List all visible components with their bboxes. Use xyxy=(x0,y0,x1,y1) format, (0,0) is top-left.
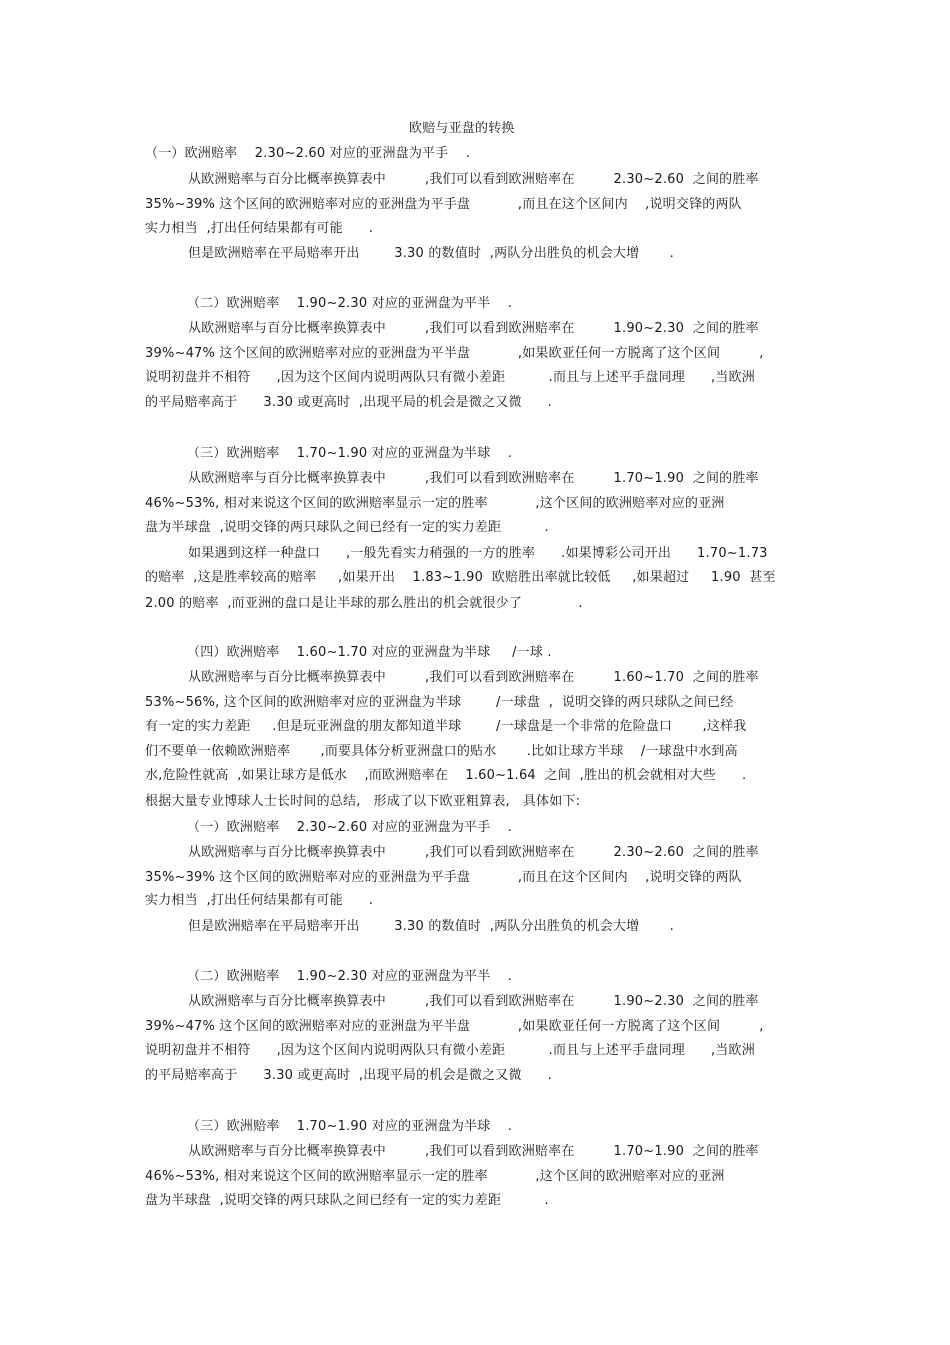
paragraph-line: 46%~53%, 相对来说这个区间的欧洲赔率显示一定的胜率 ,这个区间的欧洲赔率对应的亚洲 xyxy=(145,496,725,511)
paragraph-line: 53%~56%, 这个区间的欧洲赔率对应的亚洲盘为半球 /一球盘 , 说明交锋的两只球队之间已经 xyxy=(145,695,734,710)
section-heading: （一）欧洲赔率 2.30~2.60 对应的亚洲盘为平手 . xyxy=(145,146,471,161)
paragraph-line: 从欧洲赔率与百分比概率换算表中 ,我们可以看到欧洲赔率在 1.70~1.90 之间的胜率 xyxy=(188,471,759,486)
paragraph-line: 2.00 的赔率 ,而亚洲的盘口是让半球的那么胜出的机会就很少了 . xyxy=(145,596,583,611)
paragraph-line: 水,危险性就高 ,如果让球方是低水 ,而欧洲赔率在 1.60~1.64 之间 ,胜出的机会就相对大些 . xyxy=(145,768,747,783)
paragraph-line: 39%~47% 这个区间的欧洲赔率对应的亚洲盘为平半盘 ,如果欧亚任何一方脱离了这个区间 , xyxy=(145,1019,764,1034)
paragraph-line: 如果遇到这样一种盘口 ,一般先看实力稍强的一方的胜率 .如果博彩公司开出 1.70~1.73 xyxy=(188,546,768,561)
section-heading: （二）欧洲赔率 1.90~2.30 对应的亚洲盘为平半 . xyxy=(187,969,513,984)
paragraph-line: 说明初盘并不相符 ,因为这个区间内说明两队只有微小差距 .而且与上述平手盘同理 ,当欧洲 xyxy=(145,1043,755,1058)
paragraph-line: 46%~53%, 相对来说这个区间的欧洲赔率显示一定的胜率 ,这个区间的欧洲赔率对应的亚洲 xyxy=(145,1169,725,1184)
paragraph-line: 实力相当 ,打出任何结果都有可能 . xyxy=(145,221,374,236)
paragraph-line: 从欧洲赔率与百分比概率换算表中 ,我们可以看到欧洲赔率在 2.30~2.60 之间的胜率 xyxy=(188,845,759,860)
paragraph-line: 的平局赔率高于 3.30 或更高时 ,出现平局的机会是微之又微 . xyxy=(145,395,552,410)
paragraph-line: 从欧洲赔率与百分比概率换算表中 ,我们可以看到欧洲赔率在 1.60~1.70 之间的胜率 xyxy=(188,670,759,685)
section-heading: （三）欧洲赔率 1.70~1.90 对应的亚洲盘为半球 . xyxy=(187,446,513,461)
paragraph-line: 们不要单一依赖欧洲赔率 ,而要具体分析亚洲盘口的贴水 .比如让球方半球 /一球盘中水到高 xyxy=(145,744,738,759)
section-heading: （二）欧洲赔率 1.90~2.30 对应的亚洲盘为平半 . xyxy=(187,296,513,311)
paragraph-line: 35%~39% 这个区间的欧洲赔率对应的亚洲盘为平手盘 ,而且在这个区间内 ,说明交锋的两队 xyxy=(145,197,742,212)
section-heading: （三）欧洲赔率 1.70~1.90 对应的亚洲盘为半球 . xyxy=(187,1119,513,1134)
paragraph-line: 从欧洲赔率与百分比概率换算表中 ,我们可以看到欧洲赔率在 1.70~1.90 之间的胜率 xyxy=(188,1144,759,1159)
section-heading: （四）欧洲赔率 1.60~1.70 对应的亚洲盘为半球 /一球 . xyxy=(187,645,552,660)
paragraph-line: 的平局赔率高于 3.30 或更高时 ,出现平局的机会是微之又微 . xyxy=(145,1068,552,1083)
paragraph-line: 从欧洲赔率与百分比概率换算表中 ,我们可以看到欧洲赔率在 1.90~2.30 之间的胜率 xyxy=(188,994,759,1009)
paragraph-line: 35%~39% 这个区间的欧洲赔率对应的亚洲盘为平手盘 ,而且在这个区间内 ,说明交锋的两队 xyxy=(145,870,742,885)
paragraph-line: 根据大量专业博球人士长时间的总结, 形成了以下欧亚粗算表, 具体如下: xyxy=(145,794,581,809)
document-title: 欧赔与亚盘的转换 xyxy=(409,121,515,136)
paragraph-line: 但是欧洲赔率在平局赔率开出 3.30 的数值时 ,两队分出胜负的机会大增 . xyxy=(188,246,674,261)
paragraph-line: 盘为半球盘 ,说明交锋的两只球队之间已经有一定的实力差距 . xyxy=(145,1193,549,1208)
paragraph-line: 说明初盘并不相符 ,因为这个区间内说明两队只有微小差距 .而且与上述平手盘同理 ,当欧洲 xyxy=(145,370,755,385)
paragraph-line: 从欧洲赔率与百分比概率换算表中 ,我们可以看到欧洲赔率在 2.30~2.60 之间的胜率 xyxy=(188,172,759,187)
paragraph-line: 实力相当 ,打出任何结果都有可能 . xyxy=(145,893,374,908)
paragraph-line: 从欧洲赔率与百分比概率换算表中 ,我们可以看到欧洲赔率在 1.90~2.30 之间的胜率 xyxy=(188,321,759,336)
paragraph-line: 的赔率 ,这是胜率较高的赔率 ,如果开出 1.83~1.90 欧赔胜出率就比较低 ,如果超过 1.90 甚至 xyxy=(145,570,776,585)
section-heading: （一）欧洲赔率 2.30~2.60 对应的亚洲盘为平手 . xyxy=(187,820,513,835)
paragraph-line: 盘为半球盘 ,说明交锋的两只球队之间已经有一定的实力差距 . xyxy=(145,520,549,535)
paragraph-line: 有一定的实力差距 .但是玩亚洲盘的朋友都知道半球 /一球盘是一个非常的危险盘口 ,这样我 xyxy=(145,719,747,734)
paragraph-line: 39%~47% 这个区间的欧洲赔率对应的亚洲盘为平半盘 ,如果欧亚任何一方脱离了这个区间 , xyxy=(145,346,764,361)
paragraph-line: 但是欧洲赔率在平局赔率开出 3.30 的数值时 ,两队分出胜负的机会大增 . xyxy=(188,919,674,934)
